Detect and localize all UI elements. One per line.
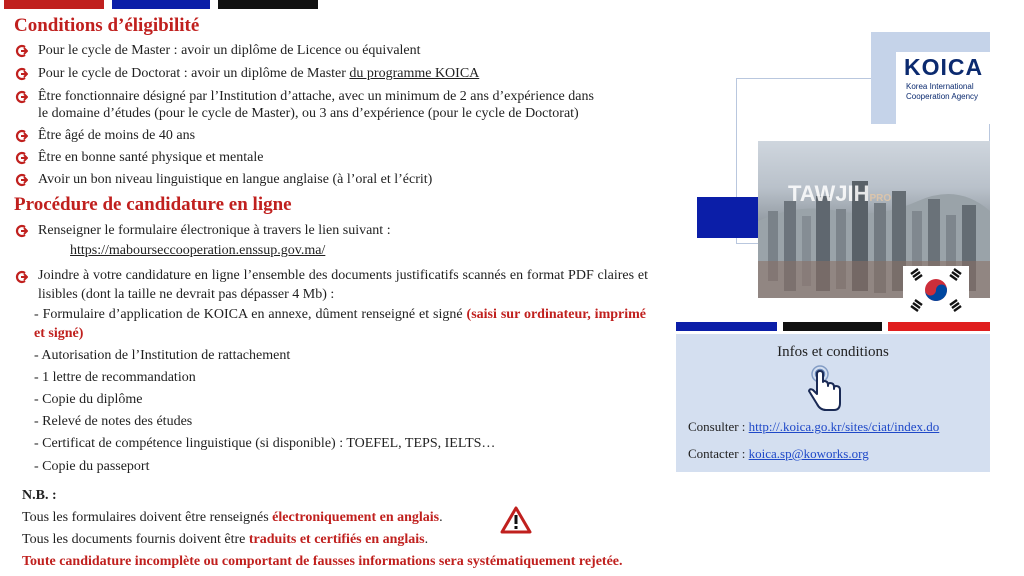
nb-line-3: Toute candidature incomplète ou comportant de fausses informations sera systématiquement rejetée. [22, 554, 623, 569]
arrow-bullet-icon [14, 151, 28, 165]
photo-watermark-text: TAWJIH [788, 181, 870, 206]
doc-formulaire [34, 305, 646, 343]
koica-logo-sub-1: Korea International [906, 82, 974, 91]
arrow-bullet-icon [14, 44, 28, 58]
procedure-step-1: Renseigner le formulaire électronique à travers le lien suivant : [38, 223, 391, 238]
info-consult [688, 419, 939, 435]
info-bar-black [783, 322, 882, 331]
arrow-bullet-icon [14, 270, 28, 284]
doc-formulaire-text: - Formulaire d’application de KOICA en annexe, dûment renseigné et signé [34, 307, 467, 322]
info-box [676, 334, 990, 472]
doc-item: - Copie du passeport [34, 459, 150, 474]
info-bar-navy [676, 322, 777, 331]
doc-item: - 1 lettre de recommandation [34, 370, 196, 385]
warning-icon [500, 506, 532, 534]
korea-flag-icon [903, 266, 969, 314]
top-bar-navy [112, 0, 210, 9]
eligibility-item-sante: Être en bonne santé physique et mentale [38, 150, 264, 165]
eligibility-item-master: Pour le cycle de Master : avoir un diplôme de Licence ou équivalent [38, 43, 421, 58]
arrow-bullet-icon [14, 173, 28, 187]
pointer-hand-icon[interactable] [804, 364, 846, 416]
arrow-bullet-icon [14, 224, 28, 238]
nb-line-1-end: . [439, 510, 443, 525]
nb-line-1 [22, 508, 443, 527]
arrow-bullet-icon [14, 67, 28, 81]
doc-item: - Certificat de compétence linguistique (si disponible) : TOEFEL, TEPS, IELTS… [34, 436, 496, 451]
eligibility-title: Conditions d’éligibilité [14, 15, 200, 36]
contact-email-link[interactable]: koica.sp@koworks.org [748, 446, 869, 461]
koica-program-link[interactable]: du programme KOICA [349, 66, 480, 81]
nb-line-2-red: traduits et certifiés en anglais [248, 532, 425, 547]
photo-watermark [788, 181, 891, 207]
top-bar-black [218, 0, 318, 9]
info-title: Infos et conditions [777, 344, 889, 360]
nb-line-1-red: électroniquement en anglais [272, 510, 440, 525]
doc-formulaire-red: (saisi sur ordinateur, imprimé et signé) [34, 307, 646, 341]
nb-line-2-end: . [424, 532, 429, 547]
photo-watermark-small: PRO [869, 193, 892, 204]
contact-label: Contacter : [688, 446, 749, 461]
koica-site-link[interactable]: http://.koica.go.kr/sites/ciat/index.do [748, 419, 940, 434]
doc-item: - Copie du diplôme [34, 392, 143, 407]
eligibility-item-anglais: Avoir un bon niveau linguistique en langue anglaise (à l’oral et l’écrit) [38, 172, 433, 187]
eligibility-item-doctorat-text: Pour le cycle de Doctorat : avoir un diplôme de Master [38, 66, 350, 81]
arrow-bullet-icon [14, 129, 28, 143]
top-bar-red [4, 0, 104, 9]
consult-label: Consulter : [688, 419, 749, 434]
doc-item: - Relevé de notes des études [34, 414, 193, 429]
nb-label: N.B. : [22, 488, 57, 503]
info-bar-red [888, 322, 990, 331]
doc-item: - Autorisation de l’Institution de rattachement [34, 348, 291, 363]
info-contact [688, 446, 869, 462]
eligibility-item-fonctionnaire-2: le domaine d’études (pour le cycle de Master), ou 3 ans d’expérience (pour le cycle de Doctorat) [38, 106, 579, 121]
procedure-step-2: Joindre à votre candidature en ligne l’ensemble des documents justificatifs scannés en format PDF claires et lisibles (dont la taille ne devrait pas dépasser 4 Mb) : [38, 268, 648, 302]
koica-logo-text: KOICA [904, 54, 984, 80]
nb-line-1-text: Tous les formulaires doivent être renseignés [22, 510, 273, 525]
navy-square [697, 197, 758, 238]
koica-logo [896, 52, 990, 124]
nb-line-2 [22, 530, 428, 549]
application-url-link[interactable]: https://mabourseccooperation.enssup.gov.ma/ [70, 243, 326, 258]
eligibility-item-doctorat [38, 64, 479, 83]
eligibility-item-age: Être âgé de moins de 40 ans [38, 128, 196, 143]
arrow-bullet-icon [14, 90, 28, 104]
eligibility-item-fonctionnaire-1: Être fonctionnaire désigné par l’Institution d’attache, avec un minimum de 2 ans d’expérience dans [38, 89, 594, 104]
procedure-title: Procédure de candidature en ligne [14, 194, 292, 215]
koica-logo-sub-2: Cooperation Agency [906, 92, 979, 101]
nb-line-2-text: Tous les documents fournis doivent être [22, 532, 249, 547]
